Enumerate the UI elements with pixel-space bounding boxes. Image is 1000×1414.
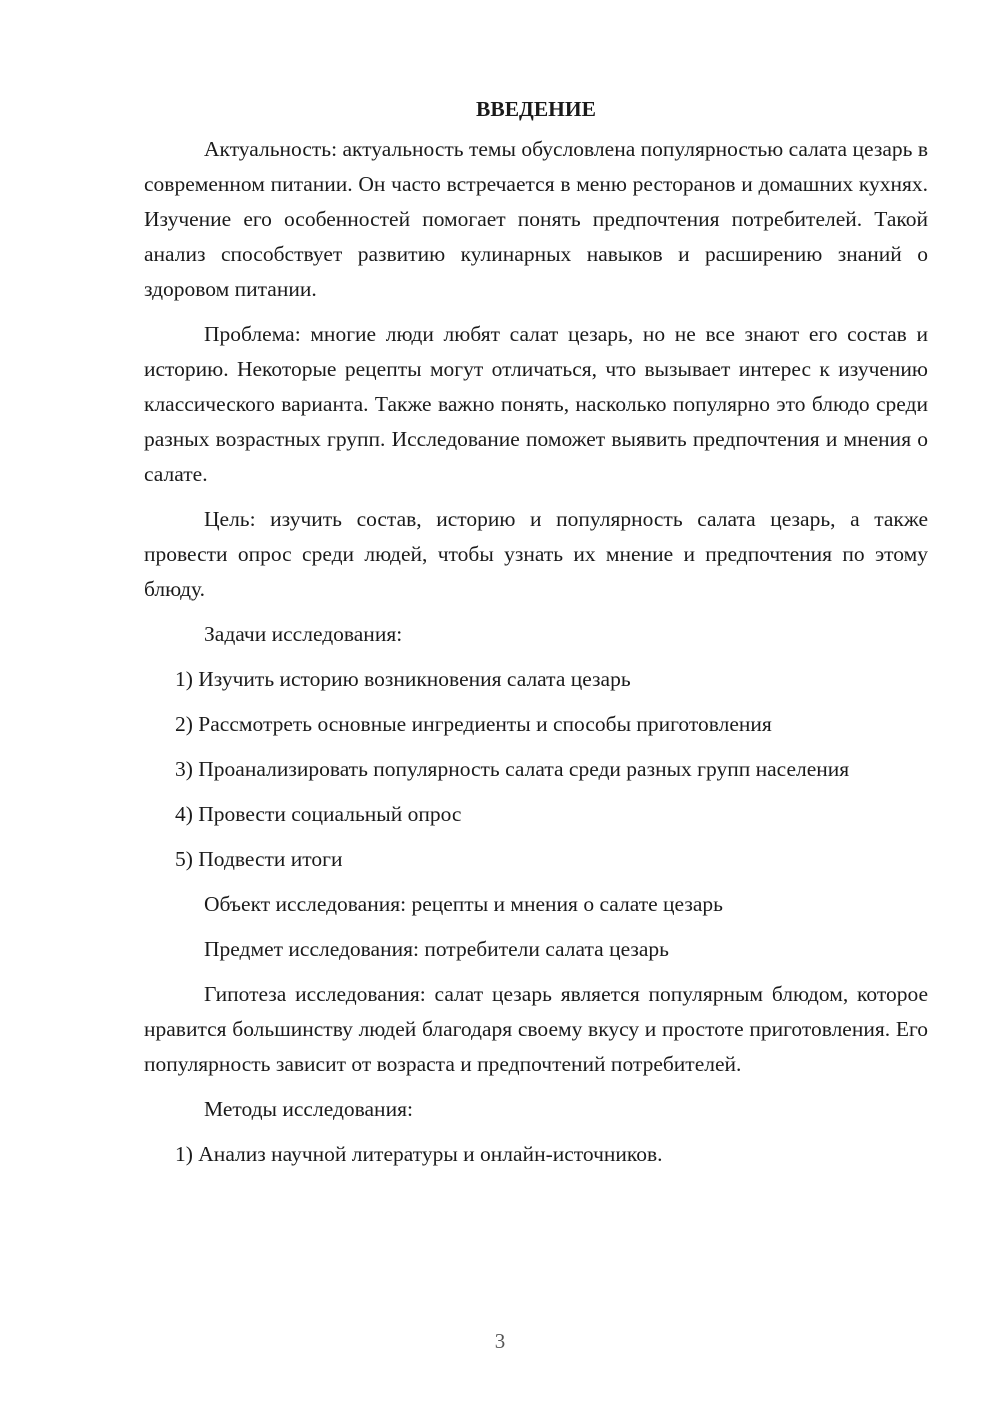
section-title: ВВЕДЕНИЕ [476, 97, 596, 121]
methods-heading: Методы исследования: [204, 1097, 413, 1121]
research-object: Объект исследования: рецепты и мнения о салате цезарь [204, 892, 723, 916]
goal-paragraph: Цель: изучить состав, историю и популярность салата цезарь, а также провести опрос среди людей, чтобы узнать их мнение и предпочтения по этому блюду. [144, 507, 928, 601]
task-item: 2) Рассмотреть основные ингредиенты и способы приготовления [175, 712, 772, 736]
method-item: 1) Анализ научной литературы и онлайн-источников. [175, 1142, 663, 1166]
page-number: 3 [494, 1329, 506, 1353]
task-item: 1) Изучить историю возникновения салата цезарь [175, 667, 631, 691]
problem-paragraph: Проблема: многие люди любят салат цезарь, но не все знают его состав и историю. Некоторые рецепты могут отличаться, что вызывает интерес к изучению классического варианта. Также важно понять, насколько популярно это блюдо среди разных возрастных групп. Исследование поможет выявить предпочтения и мнения о салате. [144, 322, 928, 486]
page-content [144, 92, 928, 1182]
relevance-paragraph: Актуальность: актуальность темы обусловлена популярностью салата цезарь в современном питании. Он часто встречается в меню ресторанов и домашних кухнях. Изучение его особенностей помогает понять предпочтения потребителей. Такой анализ способствует развитию кулинарных навыков и расширению знаний о здоровом питании. [144, 137, 928, 301]
task-item: 4) Провести социальный опрос [175, 802, 462, 826]
hypothesis-paragraph: Гипотеза исследования: салат цезарь является популярным блюдом, которое нравится большинству людей благодаря своему вкусу и простоте приготовления. Его популярность зависит от возраста и предпочтений потребителей. [144, 982, 928, 1076]
tasks-heading: Задачи исследования: [204, 622, 403, 646]
task-item: 3) Проанализировать популярность салата среди разных групп населения [175, 757, 850, 781]
research-subject: Предмет исследования: потребители салата цезарь [204, 937, 669, 961]
task-item: 5) Подвести итоги [175, 847, 343, 871]
